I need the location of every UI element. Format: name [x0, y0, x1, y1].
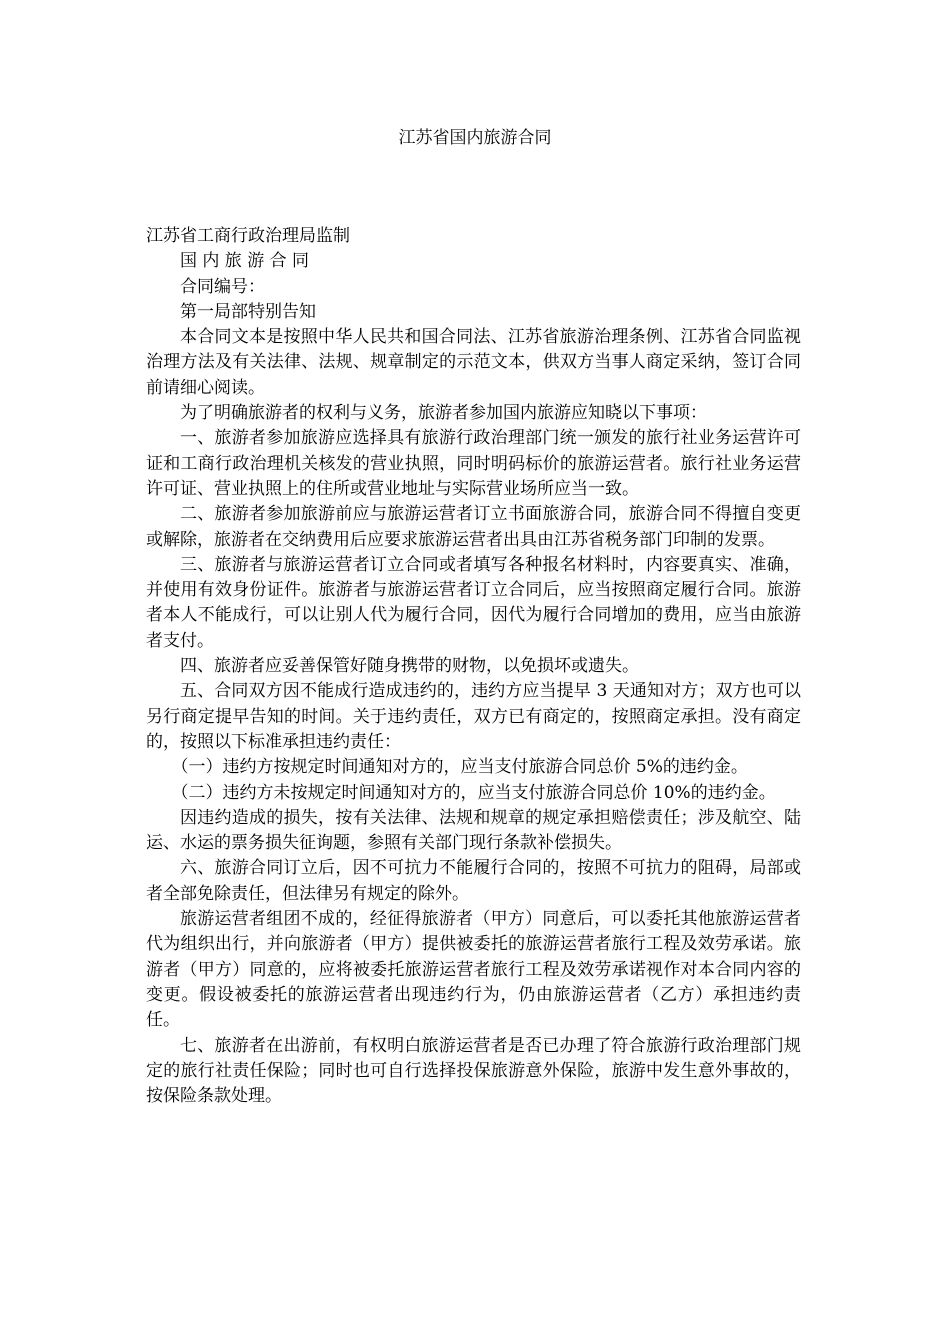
sub-item-1: （一）违约方按规定时间通知对方的，应当支付旅游合同总价 5%的违约金。	[171, 757, 748, 778]
paragraph-item-6: 六、旅游合同订立后，因不可抗力不能履行合同的，按照不可抗力的阻碍，局部或者全部免除责任，但法律另有规定的除外。	[146, 858, 801, 904]
paragraph-item-5: 五、合同双方因不能成行造成违约的，违约方应当提早 3 天通知对方；双方也可以另行商定提早告知的时间。关于违约责任，双方已有商定的，按照商定承担。没有商定的，按照以下标准承担违约责任：	[146, 681, 801, 752]
paragraph-notice: 为了明确旅游者的权利与义务，旅游者参加国内旅游应知晓以下事项：	[180, 403, 707, 424]
document-body	[146, 224, 801, 1109]
paragraph-item-4: 四、旅游者应妥善保管好随身携带的财物，以免损坏或遗失。	[180, 656, 639, 677]
paragraph-item-7: 七、旅游者在出游前，有权明白旅游运营者是否已办理了符合旅游行政治理部门规定的旅行社责任保险；同时也可自行选择投保旅游意外保险，旅游中发生意外事故的，按保险条款处理。	[146, 1035, 801, 1107]
contract-number-label: 合同编号：	[180, 276, 265, 297]
sub-item-2: （二）违约方未按规定时间通知对方的，应当支付旅游合同总价 10%的违约金。	[171, 782, 776, 803]
paragraph-item-1: 一、旅游者参加旅游应选择具有旅游行政治理部门统一颁发的旅行社业务运营许可证和工商行政治理机关核发的营业执照，同时明码标价的旅游运营者。旅行社业务运营许可证、营业执照上的住所或营业地址与实际营业场所应当一致。	[146, 428, 801, 499]
supervisor-line: 江苏省工商行政治理局监制	[146, 226, 350, 246]
paragraph-compensation: 因违约造成的损失，按有关法律、法规和规章的规定承担赔偿责任；涉及航空、陆运、水运的票务损失征询题，参照有关部门现行条款补偿损失。	[146, 807, 801, 854]
contract-subtitle: 国 内 旅 游 合 同	[180, 251, 310, 272]
paragraph-item-2: 二、旅游者参加旅游前应与旅游运营者订立书面旅游合同，旅游合同不得擅自变更或解除，旅游者在交纳费用后应要求旅游运营者出具由江苏省税务部门印制的发票。	[146, 504, 801, 550]
paragraph-item-3: 三、旅游者与旅游运营者订立合同或者填写各种报名材料时，内容要真实、准确，并使用有效身份证件。旅游者与旅游运营者订立合同后，应当按照商定履行合同。旅游者本人不能成行，可以让别人代为履行合同，因代为履行合同增加的费用，应当由旅游者支付。	[146, 554, 801, 651]
paragraph-intro: 本合同文本是按照中华人民共和国合同法、江苏省旅游治理条例、江苏省合同监视治理方法及有关法律、法规、规章制定的示范文本，供双方当事人商定采纳，签订合同前请细心阅读。	[146, 327, 801, 398]
section-heading: 第一局部特别告知	[180, 301, 316, 322]
page-title: 江苏省国内旅游合同	[398, 128, 552, 148]
paragraph-delegation: 旅游运营者组团不成的，经征得旅游者（甲方）同意后，可以委托其他旅游运营者代为组织出行，并向旅游者（甲方）提供被委托的旅游运营者旅行工程及效劳承诺。旅游者（甲方）同意的，应将被委托旅游运营者旅行工程及效劳承诺视作对本合同内容的变更。假设被委托的旅游运营者出现违约行为，仍由旅游运营者（乙方）承担违约责任。	[146, 909, 801, 1031]
